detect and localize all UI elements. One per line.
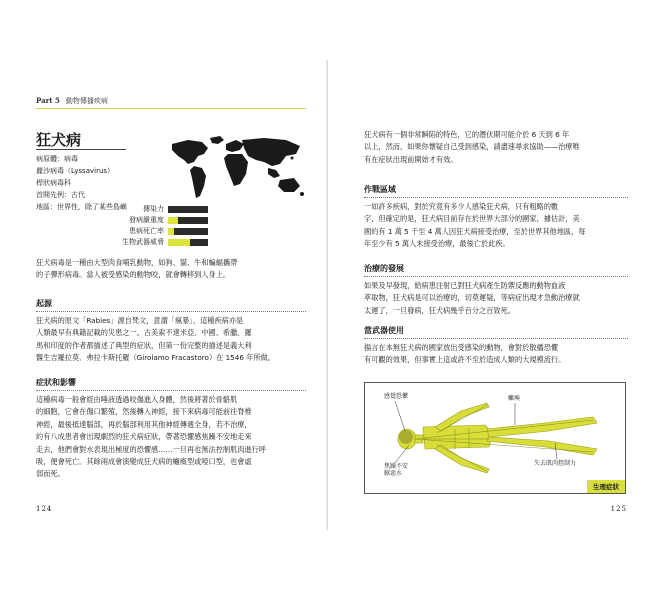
range-heading: 作戰區域	[364, 185, 396, 194]
text-line: 狂犬病毒是一種由大型肉食哺乳動物，如狗、貓、牛和蝙蝠攜帶	[36, 258, 238, 267]
stat-label-severity: 發病嚴重度	[129, 216, 164, 224]
text-line: 以上，然而，如果你懷疑自己受到感染，請盡速尋求協助——治療唯	[364, 142, 580, 152]
disease-title: 狂犬病	[36, 131, 82, 149]
stat-label-mortality: 患病死亡率	[129, 227, 164, 235]
fact-family: 桿狀病毒科	[36, 179, 71, 187]
text-line: 揚言在本無狂犬病的國家放出受感染的動物，會對於散播恐懼	[364, 343, 559, 352]
page-number-right: 125	[610, 505, 627, 513]
weapon-paragraph	[364, 342, 628, 367]
left-page	[0, 0, 327, 609]
text-line: 弱而死。	[36, 469, 65, 479]
symptom-figure	[364, 382, 626, 494]
fact-first-case: 首開先例：古代	[36, 191, 85, 199]
text-line: 國約有 1 萬 5 千至 4 萬人因狂犬病接受治療，至於世界其他地區，每	[364, 226, 586, 236]
text-line: 吸，便會死亡。其餘兩成會演變成狂犬病的癱瘓型或啞口型，也會虛	[36, 457, 252, 467]
text-line: 萃取物，狂犬病是可以治療的，切莫遲疑，等病症出現才急動治療就	[364, 293, 580, 303]
section-label: 動物傳播疾病	[65, 97, 108, 105]
incubation-paragraph	[364, 129, 628, 166]
text-line: 醫生吉羅拉莫．弗拉卡斯托羅（Girolamo Fracastoro）在 1546 年所做。	[36, 353, 275, 363]
heading-rule	[36, 390, 306, 391]
symptoms-paragraph	[36, 394, 306, 481]
stat-label-bioweapon: 生物武器威脅	[122, 238, 164, 246]
text-line: 人類最早有典籍記載的災患之一。古美索不達米亞、中國、希臘、羅	[36, 328, 252, 338]
heading-rule	[36, 311, 306, 312]
label-restless: 焦躁不安 厭惡水	[384, 463, 409, 477]
intro-paragraph	[36, 257, 306, 282]
text-line: 如果及早發現，給病患注射已對狂犬病產生防禦反應的動物血液	[364, 281, 566, 290]
stat-row	[110, 215, 310, 226]
text-line: 走去，他們會對水表現出極度的恐懼感……一旦再也無法控制肌肉進行呼	[36, 444, 267, 454]
text-line: 有可觀的效果，但事實上這或許不至於造成人類的大規模流行。	[364, 355, 566, 365]
right-page	[328, 0, 655, 609]
text-line: 字，但確定的是，狂犬病目前存在於世界大部分的國家，據估計，美	[364, 214, 580, 224]
text-line: 的細胞，它會在傷口繁殖，然後轉入神經，接下來病毒可能前往脊椎	[36, 407, 252, 417]
stat-track-severity	[168, 217, 208, 224]
stat-track-mortality	[168, 228, 208, 235]
text-line: 狂犬病有一個非常瞬陷的特色，它的潛伏期可能介於 6 天到 6 年	[364, 130, 570, 139]
page-number-left: 124	[36, 505, 53, 513]
stat-track-bioweapon	[168, 239, 208, 246]
heading-rule	[364, 338, 628, 339]
weapon-heading: 當武器使用	[364, 326, 404, 335]
symptoms-heading: 症狀和影響	[36, 378, 76, 387]
heading-rule	[364, 197, 628, 198]
label-fear: 感覺恐懼	[384, 393, 409, 400]
text-line: 約有八成患者會出現劇烈的狂犬病症狀，帶著恐懼感焦躁不安地走來	[36, 432, 252, 442]
treatment-heading: 治療的發展	[364, 264, 404, 273]
title-rule	[36, 149, 126, 150]
text-line: 年至少有 5 萬人未接受治療，最後亡於此疾。	[364, 239, 510, 249]
text-line: 這種病毒一般會經由唾液透過咬傷進入身體，然後將著於骨骼肌	[36, 395, 238, 404]
fact-virus: 麗沙病毒（Lyssavirus）	[36, 167, 115, 175]
text-line: 有在症狀出現前開始才有效。	[364, 154, 458, 164]
text-line: 太遲了，一旦發病，狂犬病幾乎百分之百致死。	[364, 305, 515, 315]
brain-highlight	[399, 430, 413, 444]
text-line: 神經，最後抵達腦部，再於腦部利用其他神經傳遞全身，若不治療，	[36, 419, 252, 429]
treatment-paragraph	[364, 280, 628, 317]
text-line: 狂犬病的原文「Rabies」源自梵文，意謂「瘋暴」，這種疾病亦是	[36, 316, 244, 325]
figure-tag: 生理症狀	[587, 480, 625, 493]
fact-pathogen: 病原體：病毒	[36, 155, 78, 163]
stat-fill-severity	[168, 217, 178, 224]
stat-label-infectivity: 傳染力	[143, 205, 164, 213]
fact-region: 地區：世界性，除了某些島嶼	[36, 203, 127, 211]
running-head	[36, 96, 306, 109]
heading-rule	[364, 276, 628, 277]
text-line: 馬和印度的作者都描述了典型的症狀，但第一份完整的描述是義大利	[36, 340, 252, 350]
origin-heading: 起源	[36, 299, 52, 308]
origin-paragraph	[36, 315, 306, 365]
world-map	[168, 134, 306, 206]
part-label: Part 5	[36, 96, 60, 105]
stat-fill-bioweapon	[168, 239, 190, 246]
stat-fill-mortality	[168, 228, 174, 235]
stat-row	[110, 226, 310, 237]
stat-row	[110, 204, 310, 215]
stat-bars	[110, 204, 310, 248]
text-line: 的子彈形病毒。當人被受感染的動物咬，就會轉移到人身上。	[36, 270, 231, 280]
range-paragraph	[364, 201, 628, 251]
label-muscle-control: 失去肌肉控制力	[534, 460, 577, 467]
stat-track-infectivity	[168, 206, 208, 213]
label-paralysis: 癱瘓	[508, 395, 521, 402]
stat-row	[110, 237, 310, 248]
text-line: 一如許多疾病，對於究竟有多少人感染狂犬病，只有粗略的數	[364, 202, 559, 211]
